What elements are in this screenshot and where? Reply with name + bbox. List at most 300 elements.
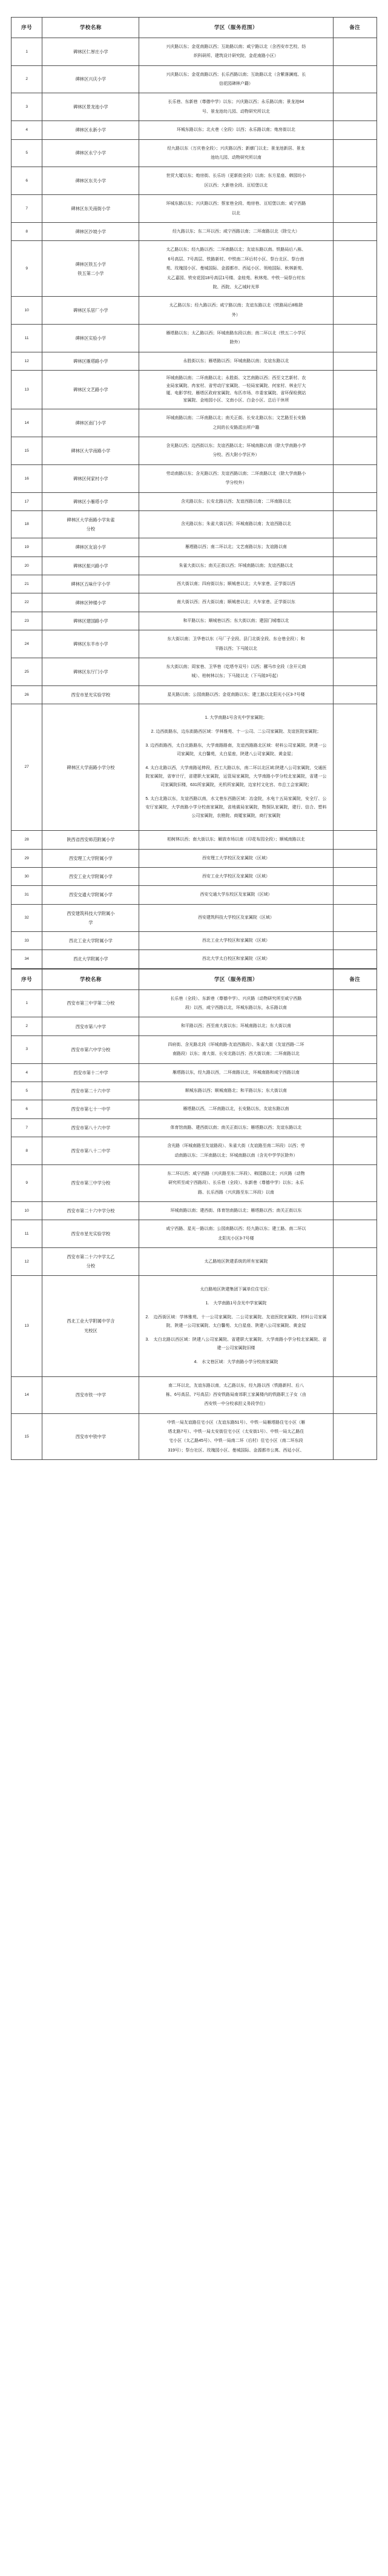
table-row — [12, 222, 377, 240]
school-name-cell: 碑林区东厅门小学 — [42, 658, 139, 685]
zone-line: 学分校外） — [225, 481, 247, 486]
zone-line: 之间的长安路派出所户籍 — [212, 425, 260, 430]
school-name-cell: 西安市星光实验学校 — [42, 685, 139, 704]
row-index-cell: 15 — [12, 437, 42, 465]
zone-line: 路、长乐西路（兴庆路至东二环段）以南 — [197, 1190, 274, 1195]
school-name-line: 铁五第二小学 — [77, 270, 104, 276]
table-row — [12, 704, 377, 831]
note-cell — [333, 904, 377, 931]
row-index-cell: 5 — [12, 1082, 42, 1100]
table-row — [12, 658, 377, 685]
col-header-zone: 学区（服务范围） — [139, 18, 333, 38]
zone-line: 西安工业大学校区及家属院（区域） — [202, 874, 270, 879]
zone-description-cell — [139, 1202, 333, 1220]
zone-line: 体育馆南路、建西街以南；南关正街以东；雁塔路以西；友谊东路以北 — [170, 1125, 302, 1130]
zone-line: 太乙路以东；经九路以西；二环南路以北；友谊东路以南。铁路局后八栋、 — [166, 248, 306, 253]
table-row — [12, 1164, 377, 1201]
table-row — [12, 989, 377, 1017]
school-name-line: 碑林区铁五小学 — [75, 261, 107, 267]
note-cell — [333, 685, 377, 704]
primary-school-district-table — [11, 17, 377, 969]
school-name-cell: 西安市星光实验学校 — [42, 1220, 139, 1248]
zone-line: 西安理工大学校区及家属院（区域） — [202, 856, 270, 860]
zone-line: 以北 — [231, 211, 240, 216]
note-cell — [333, 886, 377, 904]
school-name-line: 光校区 — [84, 1327, 97, 1333]
row-index-cell: 4 — [12, 1063, 42, 1082]
zone-line: 院、西院、太乙城时光界 — [212, 285, 260, 289]
table-row — [12, 437, 377, 465]
table-row — [12, 195, 377, 223]
school-name-cell: 西安工业大学附属小学 — [42, 867, 139, 885]
table-row — [12, 849, 377, 867]
zone-description-cell — [139, 38, 333, 65]
row-index-cell: 30 — [12, 867, 42, 885]
note-cell — [333, 1413, 377, 1460]
table-row — [12, 931, 377, 949]
zone-line: 区以西；大新巷全段、亘垣堡以北 — [204, 183, 268, 188]
school-name-cell: 西安市铁一中学 — [42, 1376, 139, 1413]
note-cell — [333, 630, 377, 658]
school-name-cell: 西安市第三中学第二分校 — [42, 989, 139, 1017]
zone-line: 信花园碑林户籍） — [219, 82, 253, 87]
school-name-cell: 西安市第八十二中学 — [42, 1137, 139, 1165]
table-row — [12, 325, 377, 352]
zone-description-cell — [139, 556, 333, 575]
row-index-cell: 9 — [12, 241, 42, 297]
note-cell — [333, 195, 377, 223]
zone-description-cell — [139, 931, 333, 949]
zone-block: 5. 太白北路以东，友谊西路以南，水文巷东西路区域：冶金院，水电十五局家属院，安全厅、公安厅家属院，大学南路小学分校南家属院，省地震局家属院，物探队家属院，建行、信合、塑料公司家属院，农勘院、商厦家属院，商行家属院 — [145, 797, 327, 819]
note-cell — [333, 950, 377, 968]
table-row — [12, 93, 377, 121]
zone-line: 319号）；祭台社区、玫瑰园小区、曼城国际、金源都市公寓、西延小区、 — [168, 1448, 304, 1453]
zone-line: 分校、西大附小学区外） — [212, 453, 260, 458]
note-cell — [333, 931, 377, 949]
zone-line: 长乐巷、东新巷（尊德中学）以东；兴庆路以西；永乐路以南；景龙池64 — [168, 100, 304, 105]
note-cell — [333, 371, 377, 409]
table-row — [12, 904, 377, 931]
school-name-line: 学 — [88, 919, 93, 925]
zone-block: 3. 边西街路西，太白北路路东，大学南路路南，友谊西路路北区域：材料公司家属院、陕建一公司家属院，太白馨苑，太白星座，陕建八公司家属院、黄金屋； — [145, 744, 327, 757]
row-index-cell: 33 — [12, 931, 42, 949]
zone-description-cell — [139, 222, 333, 240]
table-row — [12, 1376, 377, 1413]
table-row — [12, 510, 377, 538]
table-row — [12, 1220, 377, 1248]
note-cell — [333, 849, 377, 867]
table-row — [12, 167, 377, 195]
note-cell — [333, 1063, 377, 1082]
school-name-cell: 西安市第二十六中学 — [42, 1082, 139, 1100]
zone-line: 雁塔路以西；南二环以北；文艺南路以东；友谊路以南 — [185, 545, 287, 550]
row-index-cell: 3 — [12, 1035, 42, 1063]
row-index-cell: 10 — [12, 1202, 42, 1220]
zone-line: 6号高层、7号高层、铁路新村、中铁南二环后村小区、祭台北区、祭台南 — [168, 257, 304, 262]
school-name-cell: 碑林区东关南街小学 — [42, 195, 139, 223]
note-cell — [333, 1248, 377, 1275]
zone-line: 兴庆路以东；金花南路以西；长乐西路以南；互助路以北（含紫落澜庭、长 — [166, 72, 306, 77]
note-cell — [333, 538, 377, 556]
note-cell — [333, 1137, 377, 1165]
school-name-cell: 碑林区大学南路小学分校 — [42, 704, 139, 831]
zone-line: 雁塔路以东，经九路以西，二环南路以北，环城南路和咸宁西路以南 — [172, 1070, 300, 1075]
row-index-cell: 16 — [12, 464, 42, 492]
table-header-middle — [12, 969, 377, 989]
school-name-cell: 碑林区永新小学 — [42, 121, 139, 139]
school-name-cell: 碑林区五味什字小学 — [42, 575, 139, 593]
table-row — [12, 1100, 377, 1118]
table-row — [12, 1063, 377, 1082]
zone-line: 经九路以东（万庆巷全段）；兴庆路以西；新廓门以北；景龙池新居、景龙 — [167, 146, 305, 151]
zone-line: 苑、玫瑰园小区、曼城国际、金源都市、西延小区、领地国际、秋林新苑、 — [166, 266, 306, 271]
zone-line: 含光路以东；长安北路以西；友谊西路以南；二环南路以北 — [180, 499, 291, 504]
zone-line: 雁塔路以西，二环南路以北，长安路以东，友谊东路以南 — [183, 1107, 289, 1112]
zone-description-cell — [139, 849, 333, 867]
school-name-cell: 碑林区振兴路小学 — [42, 556, 139, 575]
zone-line: 宅小区（太乙路45号）、中铁一局南二环（后村）住宅小区（南二环东段 — [169, 1439, 303, 1444]
zone-description-cell — [139, 950, 333, 968]
note-cell — [333, 1100, 377, 1118]
zone-block: 2. 边西街路东，边东街路西区域：学林雅苑、十一公司、二公司家属院、友谊医院家属院； — [151, 730, 321, 735]
zone-description-cell — [139, 989, 333, 1017]
zone-line: 段）以西，咸宁西路以北，环城东路以东，永乐路以南 — [185, 1006, 287, 1010]
row-index-cell: 6 — [12, 1100, 42, 1118]
zone-line: 东二环以西；咸宁西路（兴庆路至东二环段）、柿园路以北；兴庆路（动物 — [167, 1171, 305, 1176]
row-index-cell: 8 — [12, 1137, 42, 1165]
school-name-line: 分校 — [86, 1263, 96, 1269]
zone-line: 经九路以东；东二环以西；咸宁西路以南；二环南路以北（除交大） — [172, 229, 300, 234]
zone-line: 世贸大厦以东；炮房街、长乐坊（更新街全段）以南；东方星座、韩园坊小 — [166, 174, 306, 179]
table-row — [12, 1202, 377, 1220]
zone-line: 东大街以南；周家巷、卫华巷（圪塔寺双号）以西；骡马市全段（含开元商 — [166, 664, 306, 669]
table-header-row — [12, 969, 377, 989]
school-name-cell: 西安市第八中学 — [42, 1017, 139, 1035]
table-row — [12, 1137, 377, 1165]
zone-description-cell — [139, 1413, 333, 1460]
col-header-no: 序号 — [12, 18, 42, 38]
note-cell — [333, 510, 377, 538]
note-cell — [333, 93, 377, 121]
zone-line: 柏树林以西；南大街以东；解放市场以南（印花布园全段）；顺城南路以北 — [167, 837, 305, 842]
table-row — [12, 1248, 377, 1275]
school-name-cell: 碑林区东关小学 — [42, 167, 139, 195]
zone-line: 长乐巷（全段）、东新巷（尊德中学）、兴庆路（动物研究所至咸宁西路 — [170, 996, 302, 1001]
table-row — [12, 1035, 377, 1063]
zone-line: 雁塔路以东；太乙路以西；环城南路东段以南；南二环以北（铁五二小学区 — [166, 331, 306, 336]
school-name-cell: 碑林区实验小学 — [42, 325, 139, 352]
zone-description-cell — [139, 867, 333, 885]
school-name-cell: 碑林区景龙池小学 — [42, 93, 139, 121]
row-index-cell: 2 — [12, 1017, 42, 1035]
zone-description-cell — [139, 1063, 333, 1082]
school-name-cell: 西安市第二十六中学分校 — [42, 1202, 139, 1220]
school-name-cell: 碑林区南门小学 — [42, 409, 139, 437]
zone-line: 环城东路以东；北火巷（全段）以西；永乐路以南；炮房街以北 — [176, 128, 295, 133]
row-index-cell: 32 — [12, 904, 42, 931]
school-name-cell: 西安市第三中学分校 — [42, 1164, 139, 1201]
zone-line: 城）、柏树林以东；下马陵以北（下马陵3号起） — [191, 674, 281, 679]
zone-description-cell — [139, 1275, 333, 1376]
zone-line: 池幼儿园、动物研究所以南 — [210, 156, 261, 160]
row-index-cell: 22 — [12, 593, 42, 612]
col-header-school-name: 学校名称 — [42, 969, 139, 989]
table-row — [12, 950, 377, 968]
school-name-cell: 西安理工大学附属小学 — [42, 849, 139, 867]
zone-line: 栋、6号高层、7号高层）西安铁路局南郊职工家属楼内的铁路职工子女（由 — [166, 1392, 306, 1397]
zone-description-cell — [139, 297, 333, 325]
zone-description-cell — [139, 1017, 333, 1035]
zone-line: 南二环以北，友谊东路以南，太乙路以东，经九路以西（铁路新村、后八 — [168, 1383, 304, 1388]
school-name-cell: 碑林区兴庆小学 — [42, 65, 139, 93]
table-row — [12, 352, 377, 370]
school-name-cell — [42, 904, 139, 931]
table-row — [12, 241, 377, 297]
zone-description-cell — [139, 658, 333, 685]
note-cell — [333, 38, 377, 65]
school-name-line: 西北工业大学附属中学含 — [67, 1318, 115, 1324]
zone-block: 太白路地区陕建集团下属单位住宅区： — [200, 1287, 272, 1292]
note-cell — [333, 1035, 377, 1063]
zone-line: 西北大学太白校区和家属院（区域） — [202, 957, 270, 962]
zone-description-cell — [139, 121, 333, 139]
row-index-cell: 14 — [12, 409, 42, 437]
school-name-cell: 西安市第十二中学 — [42, 1063, 139, 1082]
zone-description-cell — [139, 93, 333, 121]
zone-description-cell — [139, 1035, 333, 1063]
row-index-cell: 3 — [12, 93, 42, 121]
school-name-cell: 陕西省西安师范附属小学 — [42, 831, 139, 849]
table-row — [12, 409, 377, 437]
zone-description-cell — [139, 886, 333, 904]
zone-line: 西大街以南；四府街以东；顺城巷以北；大车家巷、正学街以西 — [176, 582, 295, 587]
table-row — [12, 1017, 377, 1035]
zone-line: 和平路以东；顺城巷以西；东大街以南；建国门城墙以北 — [183, 618, 289, 623]
school-name-cell: 西安市第七十一中学 — [42, 1100, 139, 1118]
zone-block: 2. 边西街区域：学林雅苑、十一公司家属院、二公司家属院、友谊医院家属院、材料公司家属院、陕建一公司家属院、太白馨苑、太白星座、陕建八公司家属院、黄金屋 — [145, 1315, 327, 1328]
school-name-cell: 碑林区沙坡小学 — [42, 222, 139, 240]
school-name-cell: 碑林区何家村小学 — [42, 464, 139, 492]
zone-line: 兴庆路以东；金花南路以西；互助路以南；咸宁路以北（含西安市艺校、纺 — [166, 44, 306, 49]
zone-line: 业局家属院、冉家村、省劳动厅家属院、一轻局家属院、何家村、林业厅大 — [166, 383, 306, 388]
school-name-cell: 碑林区永宁小学 — [42, 139, 139, 167]
row-index-cell: 12 — [12, 1248, 42, 1275]
row-index-cell: 19 — [12, 538, 42, 556]
zone-line: 劳动南路以东；含光路以西；友谊西路以南；二环南路以北（除大学南路小 — [166, 471, 306, 476]
row-index-cell: 1 — [12, 38, 42, 65]
col-header-school-name: 学校名称 — [42, 18, 139, 38]
note-cell — [333, 593, 377, 612]
col-header-zone: 学区（服务范围） — [139, 969, 333, 989]
zone-description-cell — [139, 409, 333, 437]
note-cell — [333, 464, 377, 492]
row-index-cell: 12 — [12, 352, 42, 370]
row-index-cell: 7 — [12, 195, 42, 223]
zone-line: 研究所至咸宁西路段）、长乐巷（全段）、东新巷（尊德中学）以东；永乐 — [168, 1181, 304, 1186]
zone-description-cell — [139, 352, 333, 370]
table-row — [12, 630, 377, 658]
note-cell — [333, 556, 377, 575]
zone-description-cell — [139, 510, 333, 538]
zone-line: 和平路以西；西至南大街以东；环城南路以北；东大街以南 — [180, 1024, 291, 1029]
row-index-cell: 17 — [12, 492, 42, 510]
zone-line: 永胜街以东；雁塔路以西；环城南路以南；友谊东路以北 — [183, 358, 289, 363]
note-cell — [333, 1164, 377, 1201]
table-row — [12, 492, 377, 510]
zone-description-cell — [139, 904, 333, 931]
zone-description-cell — [139, 325, 333, 352]
row-index-cell: 20 — [12, 556, 42, 575]
note-cell — [333, 297, 377, 325]
zone-line: 除外） — [229, 340, 243, 345]
school-name-cell: 碑林区文艺路小学 — [42, 371, 139, 409]
zone-description-cell — [139, 538, 333, 556]
zone-description-cell — [139, 139, 333, 167]
zone-description-cell — [139, 1118, 333, 1137]
table-body-middle — [12, 989, 377, 1460]
table-row — [12, 371, 377, 409]
zone-block: 1. 大学南路1号含光中学家属院 — [205, 1301, 267, 1306]
row-index-cell: 18 — [12, 510, 42, 538]
note-cell — [333, 575, 377, 593]
zone-line: 厦、电影学校、雁塔区政府家属院、布匹市场、市委家属院、省环保检测站 — [166, 391, 306, 395]
zone-description-cell — [139, 437, 333, 465]
zone-block: 1. 大学南路1号含光中学家属院； — [205, 716, 268, 721]
zone-description-cell — [139, 612, 333, 630]
zone-line: 西安交通大学东校区及家属院（区域） — [200, 893, 272, 897]
row-index-cell: 25 — [12, 658, 42, 685]
note-cell — [333, 704, 377, 831]
row-index-cell: 8 — [12, 222, 42, 240]
zone-line: 塔北路7号）、中铁一局太安街住宅小区（太安街1号）、中铁一局太乙路住 — [168, 1430, 304, 1435]
row-index-cell: 7 — [12, 1118, 42, 1137]
school-name-cell: 西安交通大学附属小学 — [42, 886, 139, 904]
row-index-cell: 31 — [12, 886, 42, 904]
row-index-cell: 13 — [12, 1275, 42, 1376]
table-body-primary — [12, 38, 377, 968]
row-index-cell: 1 — [12, 989, 42, 1017]
school-name-cell: 西北工业大学附属小学 — [42, 931, 139, 949]
school-name-cell — [42, 510, 139, 538]
school-name-cell: 西北大学附属小学 — [42, 950, 139, 968]
school-name-cell: 碑林区东羊市小学 — [42, 630, 139, 658]
row-index-cell: 4 — [12, 121, 42, 139]
middle-school-district-table — [11, 969, 377, 1461]
school-name-cell: 碑林区钟楼小学 — [42, 593, 139, 612]
table-row — [12, 38, 377, 65]
table-row — [12, 1118, 377, 1137]
note-cell — [333, 437, 377, 465]
zone-line: 太乙嘉园、铁安花园18号高层1号楼、金桂苑、秋林苑、中铁一局祭台村东 — [166, 276, 306, 280]
row-index-cell: 10 — [12, 297, 42, 325]
table-row — [12, 556, 377, 575]
note-cell — [333, 352, 377, 370]
school-name-line: 西安市第二十六中学太乙 — [67, 1254, 115, 1260]
zone-line: 织科研所、建筑设计研究院、金花南路小区） — [193, 54, 278, 59]
zone-line: 西安铁一中分校承担义务段学位） — [204, 1402, 268, 1407]
row-index-cell: 29 — [12, 849, 42, 867]
zone-line: 四府街、含光路北段（环城南路-友谊西路段）、朱雀大街（友谊西路-二环 — [168, 1042, 304, 1047]
zone-block: 4. 水文巷区域：大学南路小学分校南家属院 — [194, 1359, 278, 1364]
table-header-row — [12, 18, 377, 38]
zone-description-cell — [139, 685, 333, 704]
zone-line: 太乙路地区陕建系统的所有家属院 — [204, 1259, 268, 1264]
zone-description-cell — [139, 575, 333, 593]
zone-line: 外） — [231, 312, 240, 317]
table-row — [12, 867, 377, 885]
row-index-cell: 27 — [12, 704, 42, 831]
school-name-cell: 碑林区建国路小学 — [42, 612, 139, 630]
row-index-cell: 11 — [12, 325, 42, 352]
table-row — [12, 685, 377, 704]
school-name-cell: 西安市第六中学分校 — [42, 1035, 139, 1063]
zone-line: 环城南路以南；建西街、体育馆南路以北；雁塔路以西；南关正街以东 — [170, 1209, 302, 1214]
school-name-cell: 碑林区友谊小学 — [42, 538, 139, 556]
school-name-line: 分校 — [86, 526, 96, 532]
zone-line: 西安建筑科技大学校区及家属院（区域） — [197, 916, 274, 920]
zone-line: 东大街以南；卫华巷以东（马厂子全段、县门北街全段、东仓巷全段）；和 — [167, 637, 305, 642]
note-cell — [333, 1017, 377, 1035]
zone-line: 环城南路以南；二环南路以北；永胜街、文艺南路以西；西至文艺新村、农 — [166, 376, 306, 381]
table-row — [12, 831, 377, 849]
note-cell — [333, 612, 377, 630]
zone-description-cell — [139, 464, 333, 492]
zone-line: 西北工业大学校区和家属院（区域） — [202, 938, 270, 943]
table-header-primary — [12, 18, 377, 38]
school-name-cell: 碑林区雁塔路小学 — [42, 352, 139, 370]
row-index-cell: 21 — [12, 575, 42, 593]
row-index-cell: 23 — [12, 612, 42, 630]
zone-line: 顺城东路以西；顺城南路北；和平路以东；东大街以南 — [185, 1088, 287, 1093]
row-index-cell: 6 — [12, 167, 42, 195]
zone-line: 咸宁西路、星光一路以南；公园南路以西；经九路以东；建工路、南二环以 — [166, 1227, 306, 1232]
zone-line: 南路段）以东；南大街、长安北路以西；西大街以南；二环南路以北 — [172, 1052, 300, 1057]
note-cell — [333, 65, 377, 93]
note-cell — [333, 867, 377, 885]
zone-line: 平路以西；下马陵以北 — [214, 646, 257, 651]
zone-block: 4. 太白北路以西，大学南路延伸段，西工大路以东，南二环以北区域:陕建八公司家属院，交通医院家属院，省审计厅，省建职大家属院，运管局家属院，大学南路小学分校北家属院，省建一公司家属院旧楼，631所家属院，光机所家属院，边家村文化宫、市总工会家属院； — [145, 766, 327, 788]
zone-line: 环城东路以东；兴庆路以西；蔡家巷全段、炮房巷、亘垣堡以南；咸宁西路 — [166, 202, 306, 206]
row-index-cell: 14 — [12, 1376, 42, 1413]
col-header-no: 序号 — [12, 969, 42, 989]
note-cell — [333, 241, 377, 297]
zone-line: 朱雀大街以东；南关正街以西；环城南路以南；友谊西路以北 — [179, 563, 294, 568]
table-row — [12, 121, 377, 139]
school-name-cell: 西安市中铁中学 — [42, 1413, 139, 1460]
zone-description-cell — [139, 704, 333, 831]
zone-description-cell — [139, 831, 333, 849]
zone-description-cell — [139, 1082, 333, 1100]
zone-description-cell — [139, 1220, 333, 1248]
zone-block: 3. 太白北路以西区域：陕建八公司家属院、省建职大家属院、大学南路小学分校北家属院、省建一公司家属院旧楼 — [145, 1337, 327, 1350]
row-index-cell: 11 — [12, 1220, 42, 1248]
zone-description-cell — [139, 241, 333, 297]
zone-line: 中铁一局友谊路住宅小区（友谊东路51号）、中铁一局雁塔路住宅小区（雁 — [166, 1420, 306, 1425]
table-row — [12, 1413, 377, 1460]
row-index-cell: 2 — [12, 65, 42, 93]
table-row — [12, 612, 377, 630]
row-index-cell: 26 — [12, 685, 42, 704]
zone-line: 北阳光小区3-7号楼 — [218, 1236, 254, 1241]
school-name-cell — [42, 241, 139, 297]
row-index-cell: 34 — [12, 950, 42, 968]
table-row — [12, 575, 377, 593]
note-cell — [333, 658, 377, 685]
zone-description-cell — [139, 167, 333, 195]
zone-line: 含光路以西；边西街以东；友谊西路以北；环城南路以南（除大学南路小学 — [166, 444, 306, 449]
row-index-cell: 5 — [12, 139, 42, 167]
school-name-cell: 碑林区大学南路小学 — [42, 437, 139, 465]
